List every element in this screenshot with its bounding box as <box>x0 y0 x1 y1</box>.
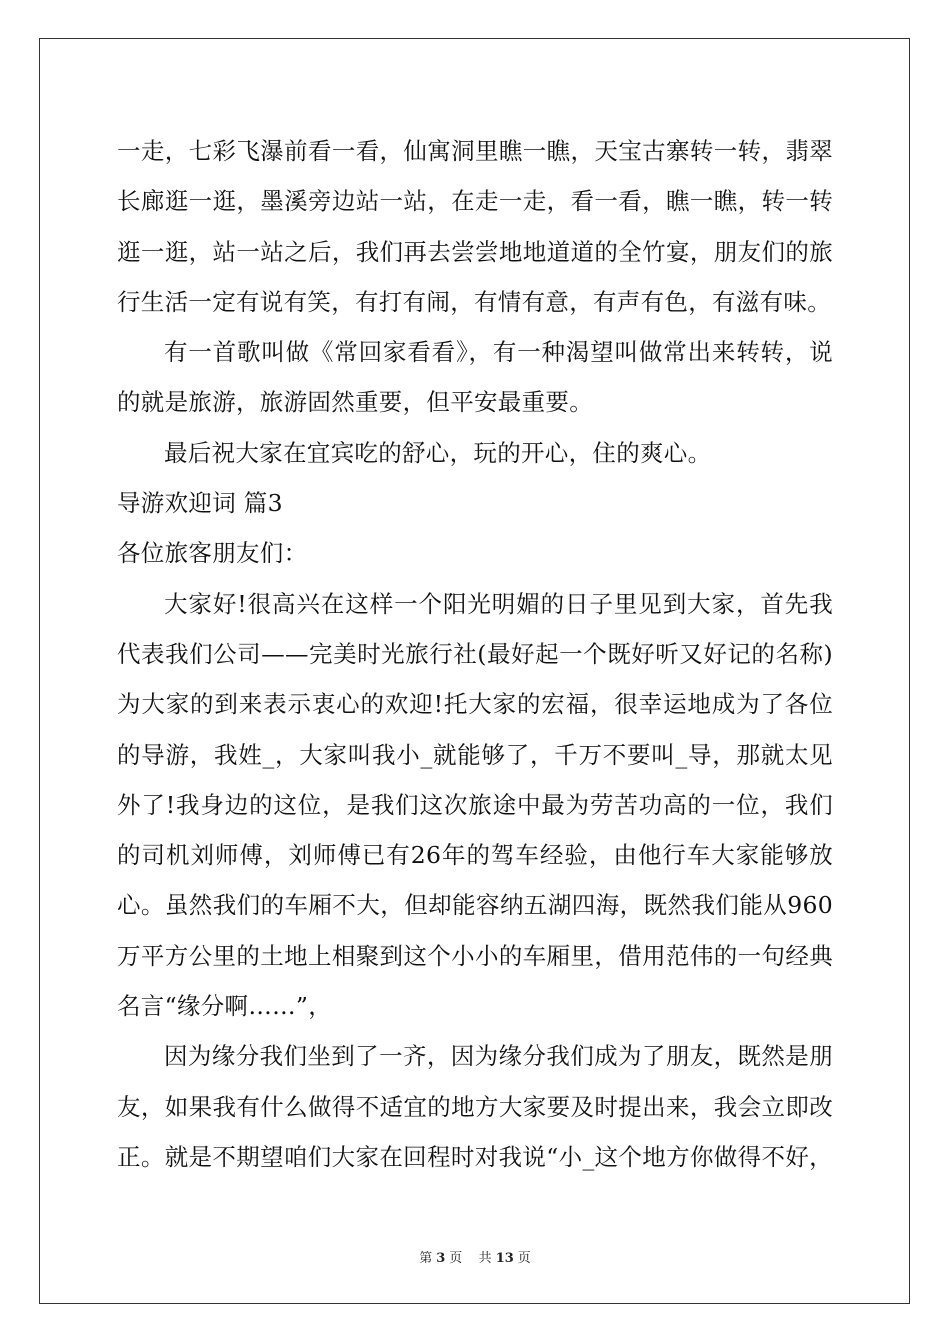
page-footer <box>0 1247 950 1266</box>
text-line: 心。虽然我们的车厢不大，但却能容纳五湖四海，既然我们能从960 <box>117 891 833 920</box>
text-line: 逛一逛，站一站之后，我们再去尝尝地地道道的全竹宴，朋友们的旅 <box>117 237 833 266</box>
text-line: 友，如果我有什么做得不适宜的地方大家要及时提出来，我会立即改 <box>117 1092 833 1121</box>
document-body <box>117 126 833 1182</box>
page-mid: 页 <box>449 1251 463 1266</box>
section-heading: 导游欢迎词 篇3 <box>117 489 283 518</box>
text-line: 的司机刘师傅，刘师傅已有26年的驾车经验，由他行车大家能够放 <box>117 841 833 870</box>
text-line: 大家好!很高兴在这样一个阳光明媚的日子里见到大家，首先我 <box>164 589 833 618</box>
text-line: 外了!我身边的这位，是我们这次旅途中最为劳苦功高的一位，我们 <box>117 790 833 819</box>
text-line: 因为缘分我们坐到了一齐，因为缘分我们成为了朋友，既然是朋 <box>164 1042 833 1071</box>
text-line: 的就是旅游，旅游固然重要，但平安最重要。 <box>117 388 593 417</box>
text-line: 代表我们公司——完美时光旅行社(最好起一个既好听又好记的名称) <box>117 639 833 668</box>
text-line: 名言“缘分啊……”， <box>117 992 333 1021</box>
text-line: 的导游，我姓_，大家叫我小_就能够了，千万不要叫_导，那就太见 <box>117 740 833 769</box>
text-line: 为大家的到来表示衷心的欢迎!托大家的宏福，很幸运地成为了各位 <box>117 690 833 719</box>
text-line: 行生活一定有说有笑，有打有闹，有情有意，有声有色，有滋有味。 <box>117 287 831 316</box>
text-line: 最后祝大家在宜宾吃的舒心，玩的开心，住的爽心。 <box>164 438 712 467</box>
page-current: 3 <box>436 1251 446 1266</box>
text-line: 有一首歌叫做《常回家看看》，有一种渴望叫做常出来转转，说 <box>164 338 833 367</box>
total-prefix: 共 <box>478 1251 492 1266</box>
text-line: 一走，七彩飞瀑前看一看，仙寓洞里瞧一瞧，天宝古寨转一转，翡翠 <box>117 137 833 165</box>
salutation: 各位旅客朋友们： <box>117 539 308 568</box>
text-line: 万平方公里的土地上相聚到这个小小的车厢里，借用范伟的一句经典 <box>117 941 833 970</box>
text-line: 正。就是不期望咱们大家在回程时对我说“小_这个地方你做得不好， <box>117 1142 833 1171</box>
page-prefix: 第 <box>419 1251 433 1266</box>
page-total: 13 <box>495 1251 514 1266</box>
text-line: 长廊逛一逛，墨溪旁边站一站，在走一走，看一看，瞧一瞧，转一转 <box>117 187 833 216</box>
total-suffix: 页 <box>517 1251 531 1266</box>
